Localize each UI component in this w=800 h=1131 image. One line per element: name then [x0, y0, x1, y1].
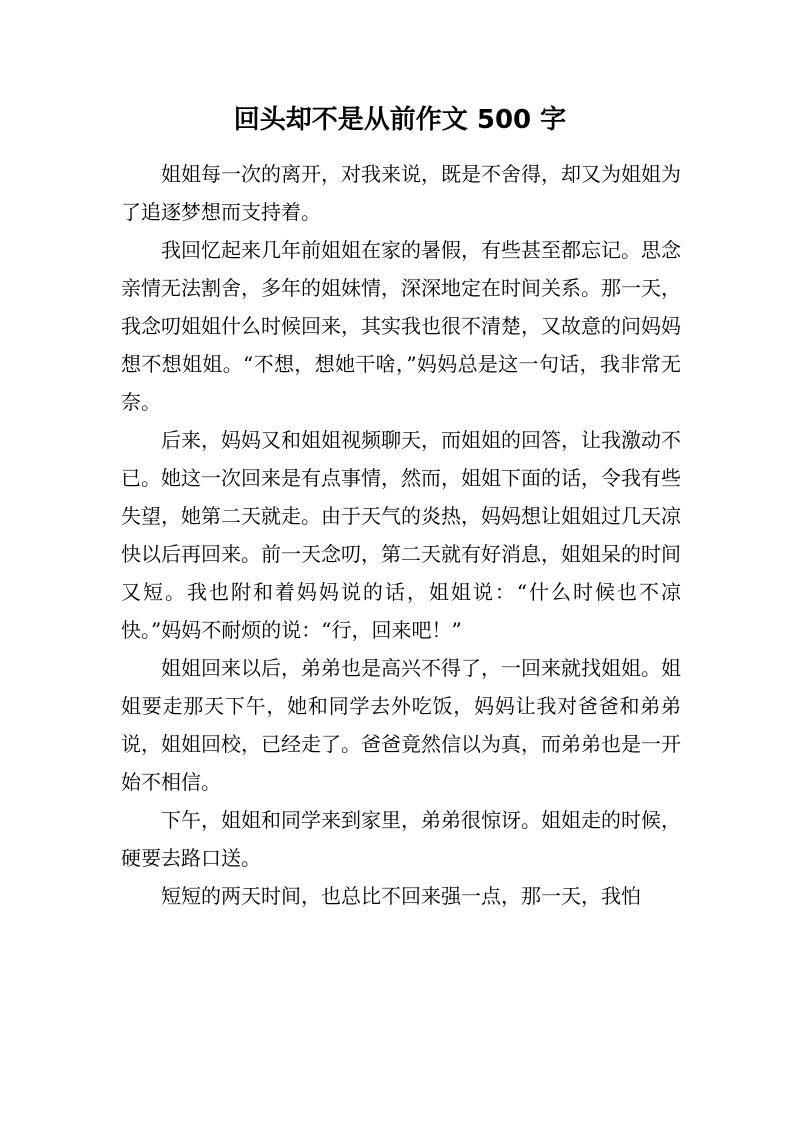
paragraph: 下午，姐姐和同学来到家里，弟弟很惊讶。姐姐走的时候，硬要去路口送。	[121, 808, 681, 870]
paragraph: 我回忆起来几年前姐姐在家的暑假，有些甚至都忘记。思念亲情无法割舍，多年的姐妹情，深深地定在时间关系。那一天，我念叨姐姐什么时候回来，其实我也很不清楚，又故意的问妈妈想不想姐姐。“不想，想她干啥，”妈妈总是这一句话，我非常无奈。	[121, 238, 681, 414]
essay-title: 回头却不是从前作文 500 字	[233, 105, 567, 135]
paragraph: 短短的两天时间，也总比不回来强一点，那一天，我怕	[161, 884, 641, 908]
paragraph: 姐姐每一次的离开，对我来说，既是不舍得，却又为姐姐为了追逐梦想而支持着。	[121, 162, 681, 224]
paragraph: 姐姐回来以后，弟弟也是高兴不得了，一回来就找姐姐。姐姐要走那天下午，她和同学去外吃饭，妈妈让我对爸爸和弟弟说，姐姐回校，已经走了。爸爸竟然信以为真，而弟弟也是一开始不相信。	[121, 656, 681, 794]
essay-body	[121, 155, 681, 915]
paragraph: 后来，妈妈又和姐姐视频聊天，而姐姐的回答，让我激动不已。她这一次回来是有点事情，然而，姐姐下面的话，令我有些失望，她第二天就走。由于天气的炎热，妈妈想让姐姐过几天凉快以后再回来。前一天念叨，第二天就有好消息，姐姐呆的时间又短。我也附和着妈妈说的话，姐姐说：“什么时候也不凉快。”妈妈不耐烦的说：“行，回来吧！”	[121, 428, 681, 642]
